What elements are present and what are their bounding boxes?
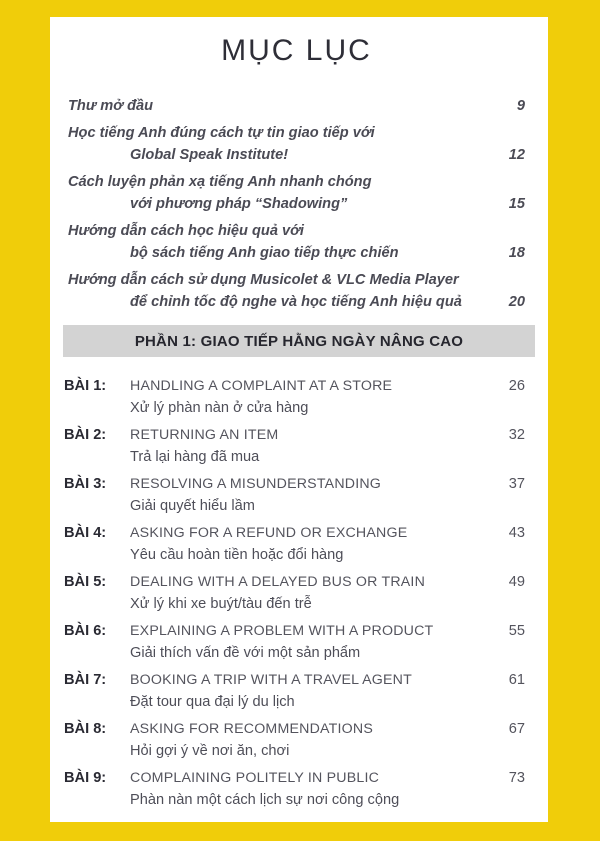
toc-entry-row [68,269,525,291]
lesson-title-row [64,571,525,593]
lesson-page-number: 55 [508,623,525,639]
section-header-label: PHẦN 1: GIAO TIẾP HẰNG NGÀY NÂNG CAO [134,332,464,350]
toc-entry-text: Thư mở đầu [68,98,154,114]
lesson-title-row [64,718,525,740]
lesson-number-label: BÀI 3: [64,476,107,492]
toc-entry-text: Hướng dẫn cách sử dụng Musicolet & VLC Media Player [68,272,459,288]
toc-entry [68,220,525,264]
toc-page-number: 9 [516,98,525,114]
toc-entry-row [68,122,525,144]
toc-entry-row [68,291,525,313]
page-paper [50,17,548,822]
toc-entry [68,95,525,117]
toc-entry-text-continued: Global Speak Institute! [130,147,289,163]
lesson-subtitle: Đặt tour qua đại lý du lịch [130,694,295,710]
lesson-page-number: 26 [508,378,525,394]
lesson-number-label: BÀI 9: [64,770,107,786]
lesson-subtitle: Giải thích vấn đề với một sản phẩm [130,645,361,661]
lesson-number-label: BÀI 4: [64,525,107,541]
lesson-entry [64,522,525,566]
lesson-title: HANDLING A COMPLAINT AT A STORE [130,378,393,394]
toc-entry-text: Hướng dẫn cách học hiệu quả với [68,223,304,239]
lesson-title: ASKING FOR A REFUND OR EXCHANGE [130,525,408,541]
toc-entry [68,269,525,313]
toc-entry-row [68,171,525,193]
toc-entry-row [68,95,525,117]
lesson-entry [64,571,525,615]
section-header-bar [63,325,535,357]
page-title: MỤC LỤC [221,34,372,67]
lesson-page-number: 73 [508,770,525,786]
toc-entry-text-continued: để chỉnh tốc độ nghe và học tiếng Anh hiệu quả [130,294,462,310]
lesson-title: RESOLVING A MISUNDERSTANDING [130,476,382,492]
lesson-subtitle: Phàn nàn một cách lịch sự nơi công cộng [130,792,400,808]
lesson-number-label: BÀI 2: [64,427,107,443]
lesson-title-row [64,620,525,642]
lesson-number-label: BÀI 5: [64,574,107,590]
toc-entry-row [68,242,525,264]
lesson-subtitle: Giải quyết hiểu lầm [130,498,255,514]
lesson-entry [64,669,525,713]
lesson-page-number: 67 [508,721,525,737]
toc-entry-text: Học tiếng Anh đúng cách tự tin giao tiếp với [68,125,375,141]
toc-entry-row [68,220,525,242]
lesson-title-row [64,375,525,397]
lesson-subtitle: Xử lý phàn nàn ở cửa hàng [130,400,309,416]
lesson-title-row [64,522,525,544]
lesson-number-label: BÀI 7: [64,672,107,688]
lesson-subtitle: Yêu cầu hoàn tiền hoặc đổi hàng [130,547,344,563]
lesson-number-label: BÀI 1: [64,378,107,394]
lesson-title-row [64,424,525,446]
lesson-entry [64,767,525,811]
lesson-title: BOOKING A TRIP WITH A TRAVEL AGENT [130,672,412,688]
lesson-title-row [64,473,525,495]
toc-page-number: 20 [508,294,525,310]
lesson-entry [64,718,525,762]
lesson-number-label: BÀI 8: [64,721,107,737]
lesson-title: COMPLAINING POLITELY IN PUBLIC [130,770,380,786]
toc-entry [68,171,525,215]
lesson-number-label: BÀI 6: [64,623,107,639]
lesson-page-number: 37 [508,476,525,492]
lesson-page-number: 61 [508,672,525,688]
toc-entry-text: Cách luyện phản xạ tiếng Anh nhanh chóng [68,174,372,190]
lesson-title-row [64,767,525,789]
intro-toc-list [68,95,525,313]
toc-page-number: 15 [508,196,525,212]
toc-page-number: 18 [508,245,525,261]
toc-entry-row [68,193,525,215]
lesson-subtitle: Hỏi gợi ý về nơi ăn, chơi [130,743,290,759]
toc-entry [68,122,525,166]
lesson-entry [64,375,525,419]
lesson-title: EXPLAINING A PROBLEM WITH A PRODUCT [130,623,434,639]
lesson-title: ASKING FOR RECOMMENDATIONS [130,721,373,737]
lesson-entry [64,424,525,468]
lesson-entry [64,473,525,517]
lesson-title-row [64,669,525,691]
lesson-page-number: 43 [508,525,525,541]
lesson-title: DEALING WITH A DELAYED BUS OR TRAIN [130,574,426,590]
lesson-page-number: 32 [508,427,525,443]
toc-page-number: 12 [508,147,525,163]
lesson-entry [64,620,525,664]
lesson-subtitle: Xử lý khi xe buýt/tàu đến trễ [130,596,312,612]
toc-entry-row [68,144,525,166]
lesson-subtitle: Trả lại hàng đã mua [130,449,260,465]
toc-entry-text-continued: bộ sách tiếng Anh giao tiếp thực chiến [130,245,399,261]
lesson-title: RETURNING AN ITEM [130,427,279,443]
toc-entry-text-continued: với phương pháp “Shadowing” [130,196,348,212]
lesson-page-number: 49 [508,574,525,590]
lesson-toc-list [64,375,525,811]
